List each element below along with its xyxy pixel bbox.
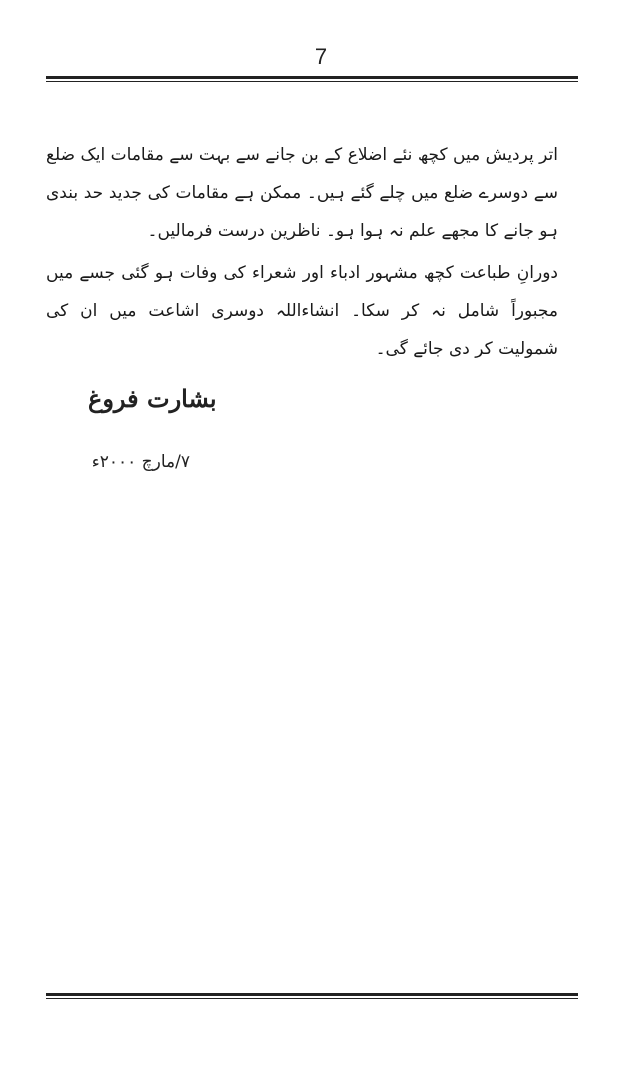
page-number: 7: [314, 44, 328, 69]
preface-paragraph-1: اتر پردیش میں کچھ نئے اضلاع کے بن جانے سے بہت سے مقامات ایک ضلع سے دوسرے ضلع میں چلے گئے ہیں۔ ممکن ہے مقامات کی جدید حد بندی ہو جانے کا مجھے علم نہ ہوا ہو۔ ناظرین درست فرمالیں۔: [46, 145, 558, 241]
author-signature: بشارت فروغ: [88, 384, 217, 413]
header-rule: [46, 76, 578, 82]
preface-body: [46, 136, 558, 368]
footer-rule: [46, 993, 578, 999]
preface-paragraph-2: دورانِ طباعت کچھ مشہور ادباء اور شعراء کی وفات ہو گئی جسے میں مجبوراً شامل نہ کر سکا۔ انشاءاللہ دوسری اشاعت میں ان کی شمولیت کر دی جائے گی۔: [46, 263, 558, 359]
signature-date: ۷/مارچ ۲۰۰۰ء: [91, 452, 190, 472]
